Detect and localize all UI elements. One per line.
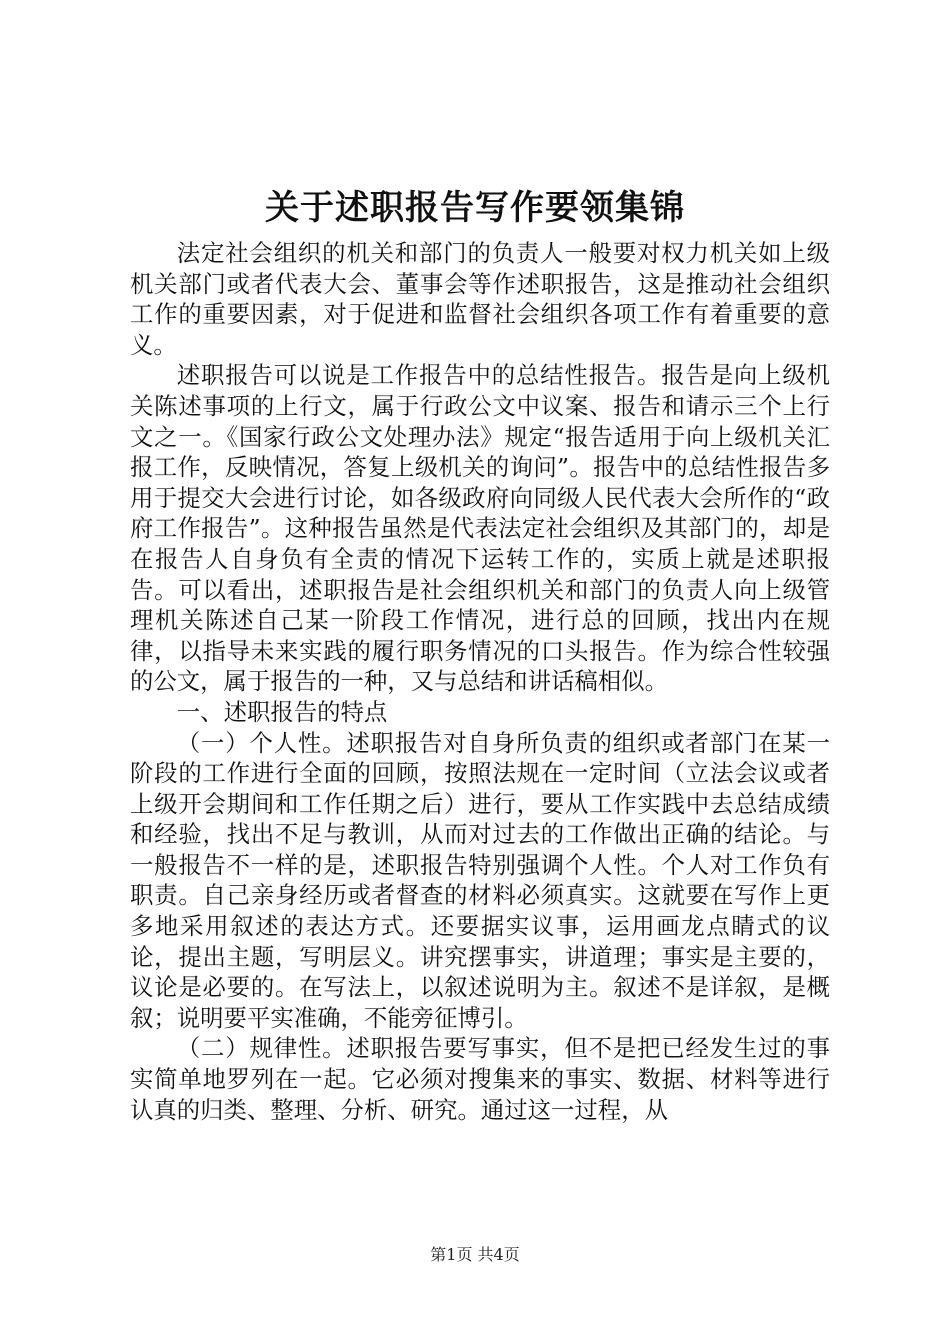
section-heading: 一、述职报告的特点 [176,697,388,726]
paragraph-intro: 法定社会组织的机关和部门的负责人一般要对权力机关如上级机关部门或者代表大会、董事会等作述职报告，这是推动社会组织工作的重要因素，对于促进和监督社会组织各项工作有着重要的意义。 [130,239,830,359]
paragraph-definition: 述职报告可以说是工作报告中的总结性报告。报告是向上级机关陈述事项的上行文，属于行政公文中议案、报告和请示三个上行文之一。《国家行政公文处理办法》规定“报告适用于向上级机关汇报工作，反映情况，答复上级机关的询问”。报告中的总结性报告多用于提交大会进行讨论，如各级政府向同级人民代表大会所作的“政府工作报告”。这种报告虽然是代表法定社会组织及其部门的，却是在报告人自身负有全责的情况下运转工作的，实质上就是述职报告。可以看出，述职报告是社会组织机关和部门的负责人向上级管理机关陈述自己某一阶段工作情况，进行总的回顾，找出内在规律，以指导未来实践的履行职务情况的口头报告。作为综合性较强的公文，属于报告的一种，又与总结和讲话稿相似。 [130,361,830,696]
paragraph-regularity: （二）规律性。述职报告要写事实，但不是把已经发生过的事实简单地罗列在一起。它必须对搜集来的事实、数据、材料等进行认真的归类、整理、分析、研究。通过这一过程，从 [130,1034,830,1124]
document-body [130,238,830,1125]
paragraph-personal: （一）个人性。述职报告对自身所负责的组织或者部门在某一阶段的工作进行全面的回顾，按照法规在一定时间（立法会议或者上级开会期间和工作任期之后）进行，要从工作实践中去总结成绩和经验，找出不足与教训，从而对过去的工作做出正确的结论。与一般报告不一样的是，述职报告特别强调个人性。个人对工作负有职责。自己亲身经历或者督查的材料必须真实。这就要在写作上更多地采用叙述的表达方式。还要据实议事，运用画龙点睛式的议论，提出主题，写明层义。讲究摆事实，讲道理；事实是主要的，议论是必要的。在写法上，以叙述说明为主。叙述不是详叙，是概叙；说明要平实准确，不能旁征博引。 [130,728,830,1032]
document-title: 关于述职报告写作要领集锦 [265,188,685,228]
page-footer: 第1页 共4页 [430,1245,520,1264]
